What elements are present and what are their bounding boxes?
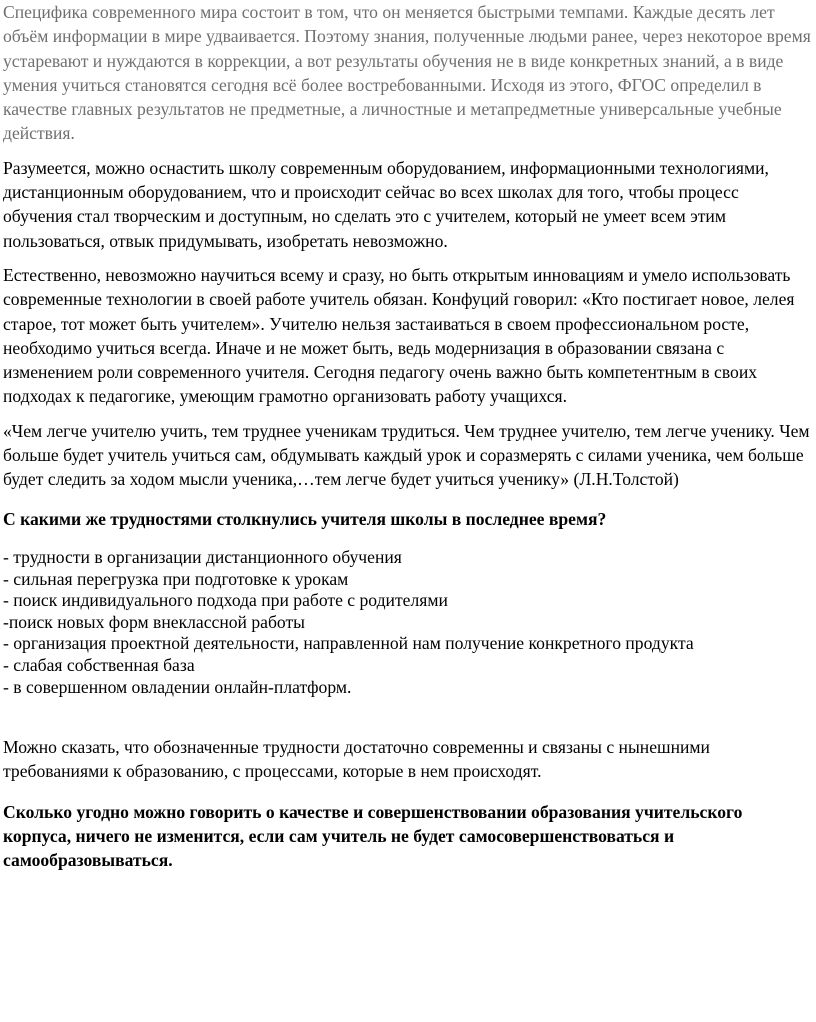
list-item: - поиск индивидуального подхода при работе с родителями (3, 590, 448, 611)
tolstoy-quote: «Чем легче учителю учить, тем труднее ученикам трудиться. Чем труднее учителю, тем легче ученику. Чем больше будет учитель учиться сам, обдумывать каждый урок и соразмерять с силами ученика, чем больше будет следить за ходом мысли ученика,…тем легче будет учиться ученику» (Л.Н.Толстой) (3, 420, 810, 490)
list-item: - трудности в организации дистанционного обучения (3, 546, 402, 567)
equipment-paragraph: Разумеется, можно оснастить школу современным оборудованием, информационными технологиями, дистанционным оборудованием, что и происходит сейчас во всех школах для того, чтобы процесс обучения стал творческим и доступным, но сделать это с учителем, который не умеет всем этим пользоваться, отвык придумывать, изобретать невозможно. (3, 157, 769, 251)
difficulties-list (3, 547, 811, 698)
intro-paragraph: Специфика современного мира состоит в том, что он меняется быстрыми темпами. Каждые десять лет объём информации в мире удваивается. Поэтому знания, полученные людьми ранее, через некоторое время устаревают и нуждаются в коррекции, а вот результаты обучения не в виде конкретных знаний, а в виде умения учиться становятся сегодня всё более востребованными. Исходя из этого, ФГОС определил в качестве главных результатов не предметные, а личностные и метапредметные универсальные учебные действия. (3, 2, 811, 144)
final-statement: Сколько угодно можно говорить о качестве и совершенствовании образования учительского корпуса, ничего не изменится, если сам учитель не будет самосовершенствоваться и самообразовываться. (3, 801, 743, 871)
list-item: - в совершенном овладении онлайн-платформ. (3, 676, 352, 697)
list-item: -поиск новых форм внеклассной работы (3, 611, 305, 632)
list-item: - сильная перегрузка при подготовке к урокам (3, 568, 349, 589)
list-item: - организация проектной деятельности, направленной нам получение конкретного продукта (3, 633, 694, 654)
document-page (3, 0, 811, 873)
list-item: - слабая собственная база (3, 654, 195, 675)
difficulties-heading: С какими же трудностями столкнулись учителя школы в последнее время? (3, 508, 607, 529)
conclusion-paragraph: Можно сказать, что обозначенные трудности достаточно современны и связаны с нынешними требованиями к образованию, с процессами, которые в нем происходят. (3, 737, 710, 782)
innovation-paragraph: Естественно, невозможно научиться всему и сразу, но быть открытым инновациям и умело использовать современные технологии в своей работе учитель обязан. Конфуций говорил: «Кто постигает новое, лелея старое, тот может быть учителем». Учителю нельзя застаиваться в своем профессиональном росте, необходимо учиться всегда. Иначе и не может быть, ведь модернизация в образовании связана с изменением роли современного учителя. Сегодня педагогу очень важно быть компетентным в своих подходах к педагогике, умеющим грамотно организовать работу учащихся. (3, 264, 795, 407)
